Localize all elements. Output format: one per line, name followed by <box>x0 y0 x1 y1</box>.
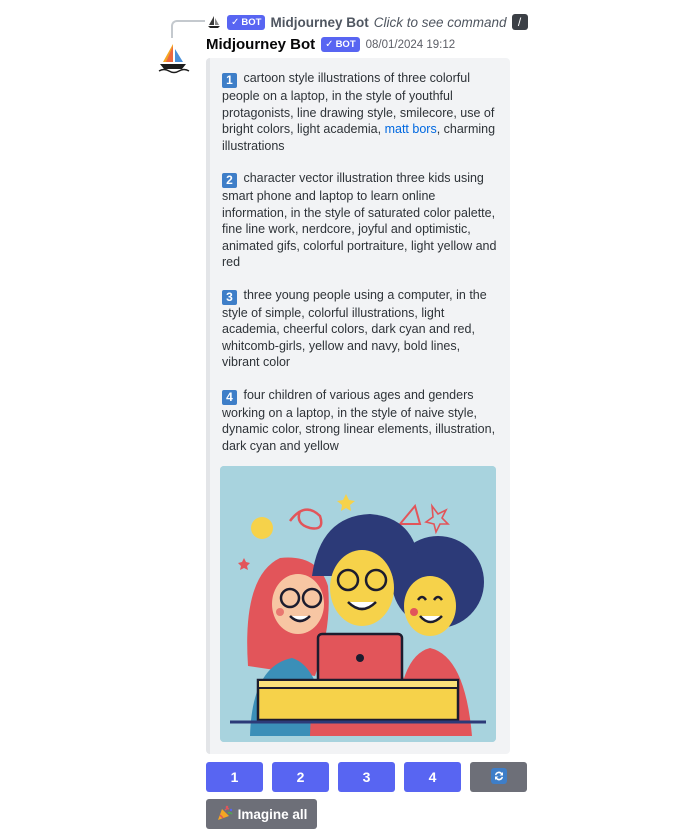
prompt-item <box>222 170 498 271</box>
imagine-2-button[interactable]: 2 <box>272 762 329 792</box>
reply-author-name[interactable]: Midjourney Bot <box>270 14 369 30</box>
prompt-text: , charming illustrations <box>222 122 496 153</box>
prompt-item <box>222 387 498 455</box>
bot-badge <box>227 15 265 30</box>
prompt-text: cartoon style illustrations of three colorful people on a laptop, in the style of youthful protagonists, line drawing style, smilecore, use of bright colors, light academia, <box>222 71 495 136</box>
slash-command-icon: / <box>512 14 528 30</box>
checkmark-icon: ✓ <box>325 39 334 50</box>
generated-image[interactable] <box>220 466 496 742</box>
bot-badge <box>321 37 359 52</box>
refresh-button[interactable] <box>470 762 527 792</box>
avatar[interactable] <box>156 40 190 74</box>
prompt-text: three young people using a computer, in the style of simple, colorful illustrations, light academia, cheerful colors, dark cyan and red, whitcomb-girls, yellow and navy, bold lines, vibrant color <box>222 287 487 369</box>
reply-reference[interactable] <box>206 12 528 32</box>
prompt-item <box>222 287 498 371</box>
prompt-text: character vector illustration three kids using smart phone and laptop to learn online information, in the style of saturated color palette, fine line work, nerdcore, joyful and optimistic, animated gifs, colorful portraiture, light yellow and red <box>222 171 497 269</box>
prompt-number-badge: 3 <box>222 290 237 305</box>
sailboat-avatar-icon <box>206 14 222 30</box>
checkmark-icon: ✓ <box>231 16 240 28</box>
artist-link[interactable]: matt bors <box>384 122 437 136</box>
bot-badge-label: BOT <box>241 16 262 28</box>
reply-command-link[interactable]: Click to see command <box>373 14 507 30</box>
prompt-text: four children of various ages and genders working on a laptop, in the style of naive style, dynamic color, strong linear elements, illustration, dark cyan and yellow <box>222 387 496 453</box>
message-embed <box>206 58 510 754</box>
prompt-number-badge: 4 <box>222 390 237 405</box>
prompt-item <box>222 70 498 154</box>
prompt-number-badge: 2 <box>222 173 237 188</box>
imagine-all-label: Imagine all <box>237 806 308 822</box>
imagine-all-button[interactable] <box>206 799 317 829</box>
prompt-number-badge: 1 <box>222 73 237 88</box>
action-button-row <box>206 762 527 792</box>
party-popper-icon <box>216 804 234 825</box>
reply-connector-line <box>171 20 205 38</box>
author-name[interactable]: Midjourney Bot <box>206 36 316 53</box>
imagine-4-button[interactable]: 4 <box>404 762 461 792</box>
refresh-icon <box>490 767 508 788</box>
bot-badge-label: BOT <box>335 39 356 50</box>
message-header <box>206 36 455 53</box>
imagine-1-button[interactable]: 1 <box>206 762 263 792</box>
imagine-3-button[interactable]: 3 <box>338 762 395 792</box>
timestamp: 08/01/2024 19:12 <box>365 38 456 51</box>
